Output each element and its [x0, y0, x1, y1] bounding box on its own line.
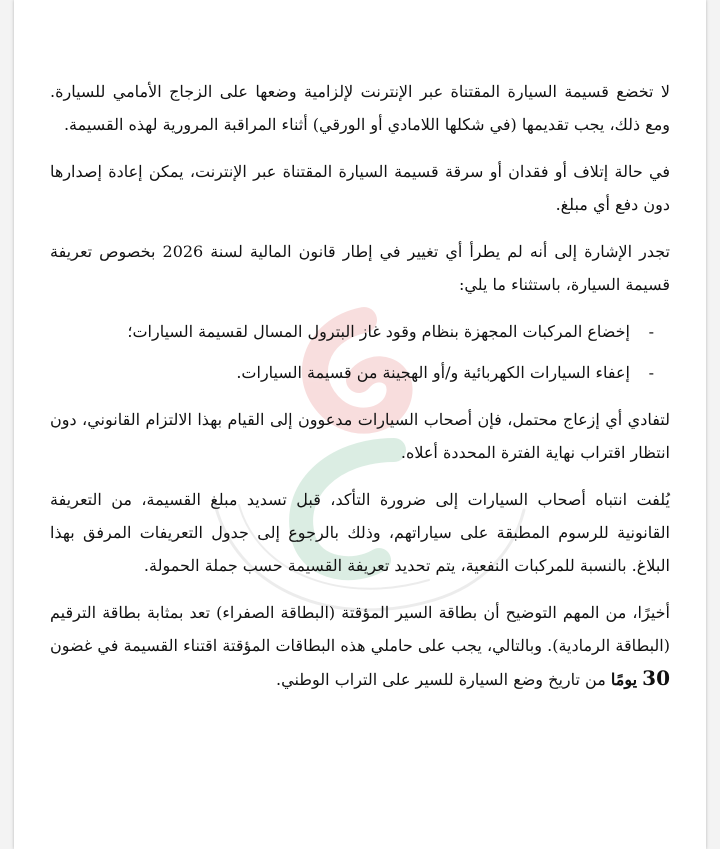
- days-number: 30: [642, 666, 670, 690]
- list-item: - إعفاء السيارات الكهربائية و/أو الهجينة من قسيمة السيارات.: [50, 356, 630, 389]
- paragraph-final: [50, 596, 670, 696]
- days-word: يومًا: [610, 670, 638, 689]
- document-page: [14, 0, 706, 849]
- list-item: - إخضاع المركبات المجهزة بنظام وقود غاز البترول المسال لقسيمة السيارات؛: [50, 315, 630, 348]
- paragraph: لا تخضع قسيمة السيارة المقتناة عبر الإنترنت لإلزامية وضعها على الزجاج الأمامي للسيارة. ومع ذلك، يجب تقديمها (في شكلها اللامادي أو الورقي) أثناء المراقبة المرورية لهذه القسيمة.: [50, 82, 670, 134]
- paragraph: تجدر الإشارة إلى أنه لم يطرأ أي تغيير في إطار قانون المالية لسنة 2026 بخصوص تعريفة قسيمة السيارة، باستثناء ما يلي:: [50, 242, 671, 294]
- paragraph-text: أخيرًا، من المهم التوضيح أن بطاقة السير المؤقتة (البطاقة الصفراء) تعد بمثابة بطاقة الترقيم (البطاقة الرمادية). وبالتالي، يجب على حاملي هذه البطاقات المؤقتة اقتناء القسيمة في غضون: [50, 603, 670, 655]
- document-body: [50, 75, 670, 710]
- paragraph: في حالة إتلاف أو فقدان أو سرقة قسيمة السيارة المقتناة عبر الإنترنت، يمكن إعادة إصدارها دون دفع أي مبلغ.: [50, 162, 670, 214]
- paragraph: يُلفت انتباه أصحاب السيارات إلى ضرورة التأكد، قبل تسديد مبلغ القسيمة، من التعريفة القانونية للرسوم المطبقة على سياراتهم، وذلك بالرجوع إلى جدول التعريفات المرفق بهذا البلاغ. بالنسبة للمركبات النفعية، يتم تحديد تعريفة القسيمة حسب جملة الحمولة.: [50, 490, 670, 575]
- exceptions-list: [50, 315, 670, 389]
- paragraph-text: من تاريخ وضع السيارة للسير على التراب الوطني.: [276, 670, 606, 689]
- paragraph: لتفادي أي إزعاج محتمل، فإن أصحاب السيارات مدعوون إلى القيام بهذا الالتزام القانوني، دون انتظار اقتراب نهاية الفترة المحددة أعلاه.: [50, 410, 670, 462]
